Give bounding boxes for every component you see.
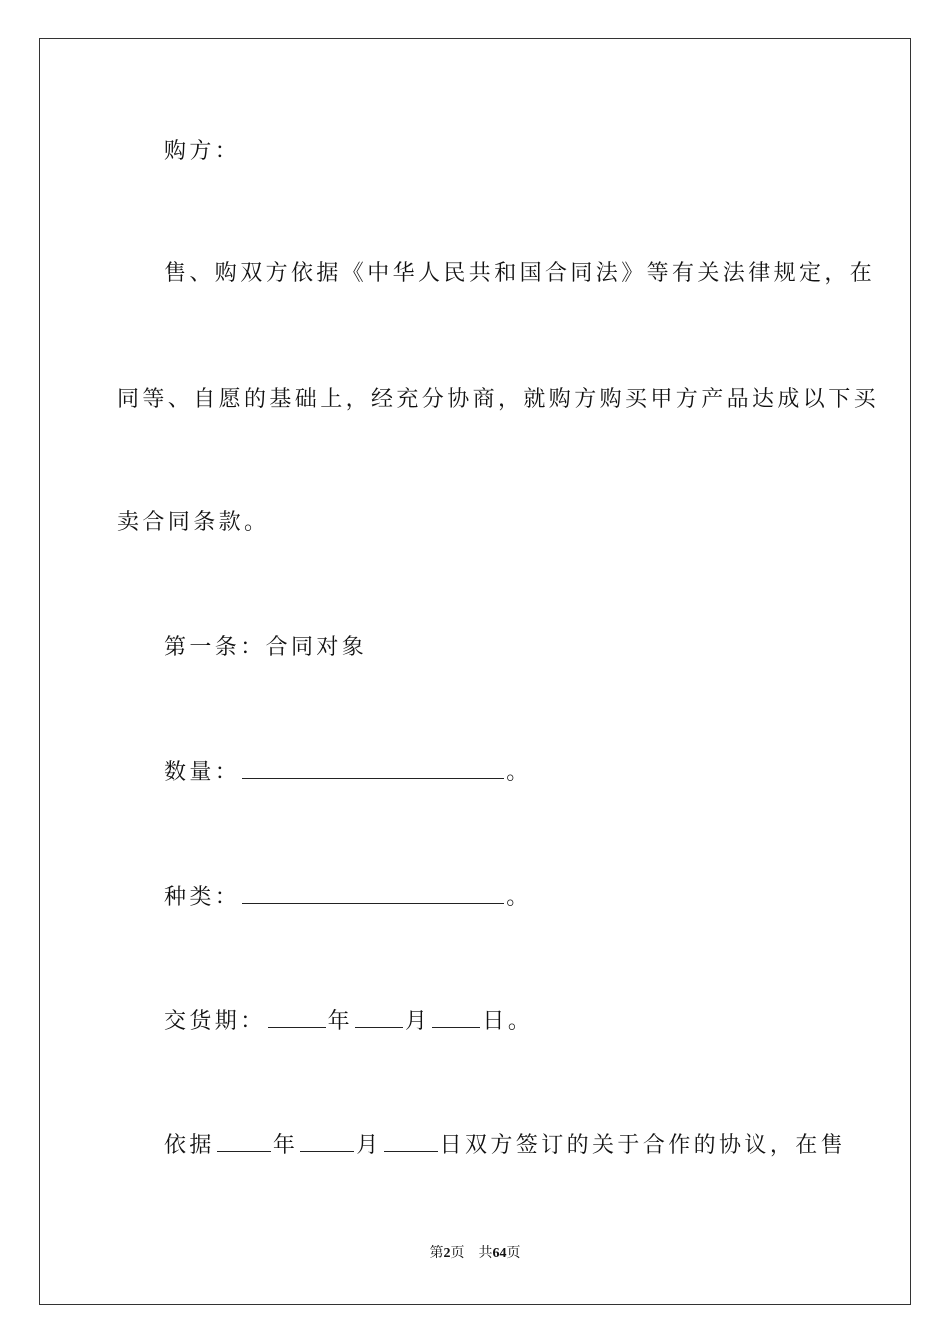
basis-line <box>164 1131 846 1161</box>
footer-prefix: 第 <box>429 1246 444 1261</box>
page-border <box>39 38 911 1305</box>
buyer-label: 购方： <box>164 139 241 164</box>
delivery-day: 日。 <box>482 1009 534 1034</box>
type-end: 。 <box>506 885 532 910</box>
footer-page-number: 2 <box>443 1246 451 1261</box>
quantity-label: 数量： <box>164 760 241 785</box>
basis-year: 年 <box>272 1133 299 1158</box>
type-line <box>164 883 532 913</box>
basis-year-blank[interactable] <box>217 1135 271 1152</box>
delivery-label: 交货期： <box>164 1009 266 1034</box>
basis-day-blank[interactable] <box>384 1135 438 1152</box>
basis-rest: 日双方签订的关于合作的协议，在售 <box>439 1133 847 1158</box>
paragraph-line-1: 售、购双方依据《中华人民共和国合同法》等有关法律规定，在 <box>164 261 876 286</box>
delivery-year-blank[interactable] <box>268 1011 326 1028</box>
paragraph-line-2: 同等、自愿的基础上，经充分协商，就购方购买甲方产品达成以下买 <box>117 387 880 412</box>
type-label: 种类： <box>164 885 241 910</box>
delivery-month-blank[interactable] <box>355 1011 403 1028</box>
footer-mid: 页 共 <box>450 1246 493 1261</box>
quantity-line <box>164 758 532 788</box>
delivery-day-blank[interactable] <box>432 1011 480 1028</box>
delivery-line <box>164 1007 533 1037</box>
quantity-blank[interactable] <box>242 762 504 779</box>
quantity-end: 。 <box>506 760 532 785</box>
basis-month: 月 <box>356 1133 382 1158</box>
article-1-title: 第一条：合同对象 <box>164 635 368 660</box>
paragraph-line-3: 卖合同条款。 <box>117 510 270 535</box>
delivery-year: 年 <box>327 1009 354 1034</box>
footer-page-total: 64 <box>492 1246 507 1261</box>
page-footer <box>0 1244 950 1264</box>
footer-suffix: 页 <box>506 1246 521 1261</box>
delivery-month: 月 <box>405 1009 431 1034</box>
basis-start: 依据 <box>164 1133 215 1158</box>
basis-month-blank[interactable] <box>300 1135 354 1152</box>
type-blank[interactable] <box>242 887 504 904</box>
